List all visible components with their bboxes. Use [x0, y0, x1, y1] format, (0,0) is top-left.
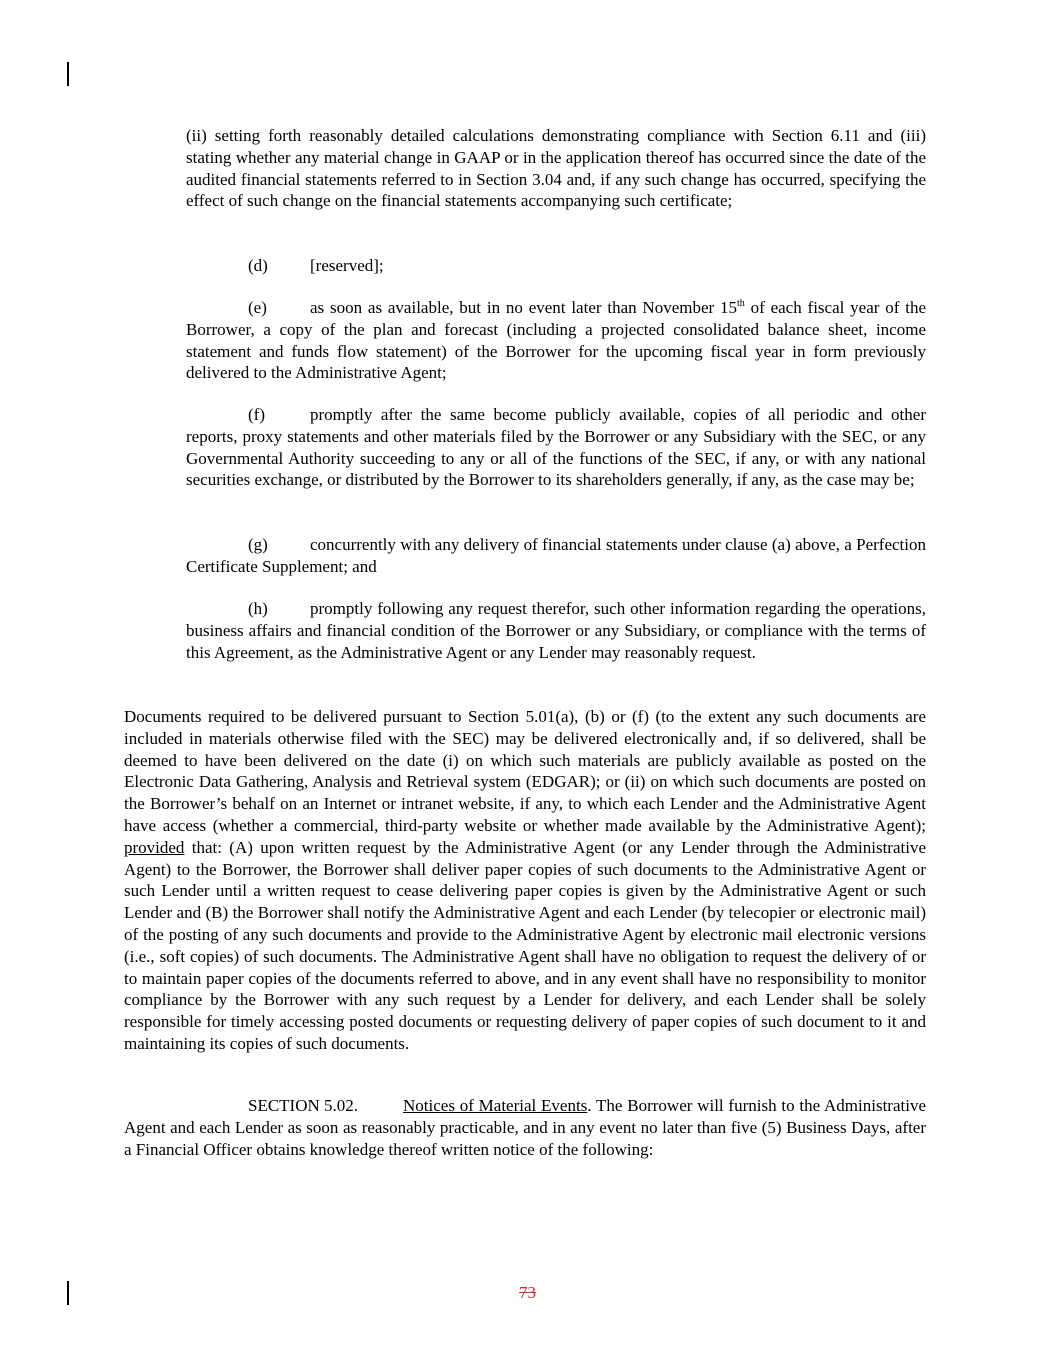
clause-e-text-end: of each fiscal year of the Borrower, a copy of the plan and forecast (including a projected consolidated balance sheet, income statement and funds flow statement) of the Borrower for the upcoming fiscal year in form previously delivered to the Administrative Agent; [186, 298, 926, 383]
clause-g-text: concurrently with any delivery of financial statements under clause (a) above, a Perfection Certificate Supplement; and [186, 535, 926, 576]
clause-d [186, 255, 926, 277]
section-5-02-text: . The Borrower will furnish to the Administrative Agent and each Lender as soon as reasonably practicable, and in any event no later than five (5) Business Days, after a Financial Officer obtains knowledge thereof written notice of the following: [124, 1096, 926, 1159]
clause-g [186, 534, 926, 578]
documents-text-start: Documents required to be delivered pursuant to Section 5.01(a), (b) or (f) (to the extent any such documents are included in materials otherwise filed with the SEC) may be delivered electronically and, if so delivered, shall be deemed to have been delivered on the date (i) on which such materials are publicly available as posted on the Electronic Data Gathering, Analysis and Retrieval system (EDGAR); or (ii) on which such documents are posted on the Borrower’s behalf on an Internet or intranet website, if any, to which each Lender and the Administrative Agent have access (whether a commercial, third-party website or whether made available by the Administrative Agent); [124, 707, 926, 835]
documents-text-end: that: (A) upon written request by the Administrative Agent (or any Lender through the Administrative Agent) to the Borrower, the Borrower shall deliver paper copies of such documents to the Administrative Agent or such Lender until a written request to cease delivering paper copies is given by the Administrative Agent or such Lender and (B) the Borrower shall notify the Administrative Agent and each Lender (by telecopier or electronic mail) of the posting of any such documents and provide to the Administrative Agent by electronic mail electronic versions (i.e., soft copies) of such documents. The Administrative Agent shall have no obligation to request the delivery of or to maintain paper copies of the documents referred to above, and in any event shall have no responsibility to monitor compliance by the Borrower with any such request by a Lender for delivery, and each Lender shall be solely responsible for timely accessing posted documents or requesting delivery of paper copies of such document to it and maintaining its copies of such documents. [124, 837, 926, 1053]
clause-f-label: (f) [248, 405, 265, 424]
clause-e-label: (e) [248, 298, 267, 317]
ordinal-superscript: th [737, 298, 745, 309]
clause-f-text: promptly after the same become publicly available, copies of all periodic and other reports, proxy statements and other materials filed by the Borrower or any Subsidiary with the SEC, or any Governmental Authority succeeding to any or all of the functions of the SEC, if any, or with any national securities exchange, or distributed by the Borrower to its shareholders generally, if any, as the case may be; [186, 405, 926, 490]
clause-e-text-start: as soon as available, but in no event later than November 15 [310, 298, 738, 317]
section-5-02-label: SECTION 5.02. [248, 1096, 359, 1115]
clause-h-label: (h) [248, 599, 268, 618]
clause-h-text: promptly following any request therefor, such other information regarding the operations, business affairs and financial condition of the Borrower or any Subsidiary, or compliance with the terms of this Agreement, as the Administrative Agent or any Lender may reasonably request. [186, 599, 926, 662]
documents-paragraph [124, 706, 926, 1055]
provided-term: provided [124, 837, 185, 857]
page-number: 73 [519, 1283, 536, 1302]
clause-h [186, 598, 926, 663]
clause-g-label: (g) [248, 535, 268, 554]
change-bar-top [67, 62, 69, 86]
clause-d-text: [reserved]; [310, 256, 384, 275]
clause-e [186, 297, 926, 384]
section-5-02-heading: Notices of Material Events [403, 1096, 588, 1115]
clause-d-label: (d) [248, 256, 268, 275]
section-5-02-paragraph [124, 1095, 926, 1160]
intro-paragraph: (ii) setting forth reasonably detailed calculations demonstrating compliance with Section 6.11 and (iii) stating whether any material change in GAAP or in the application thereof has occurred since the date of the audited financial statements referred to in Section 3.04 and, if any such change has occurred, specifying the effect of such change on the financial statements accompanying such certificate; [186, 126, 926, 211]
clause-f [186, 404, 926, 491]
